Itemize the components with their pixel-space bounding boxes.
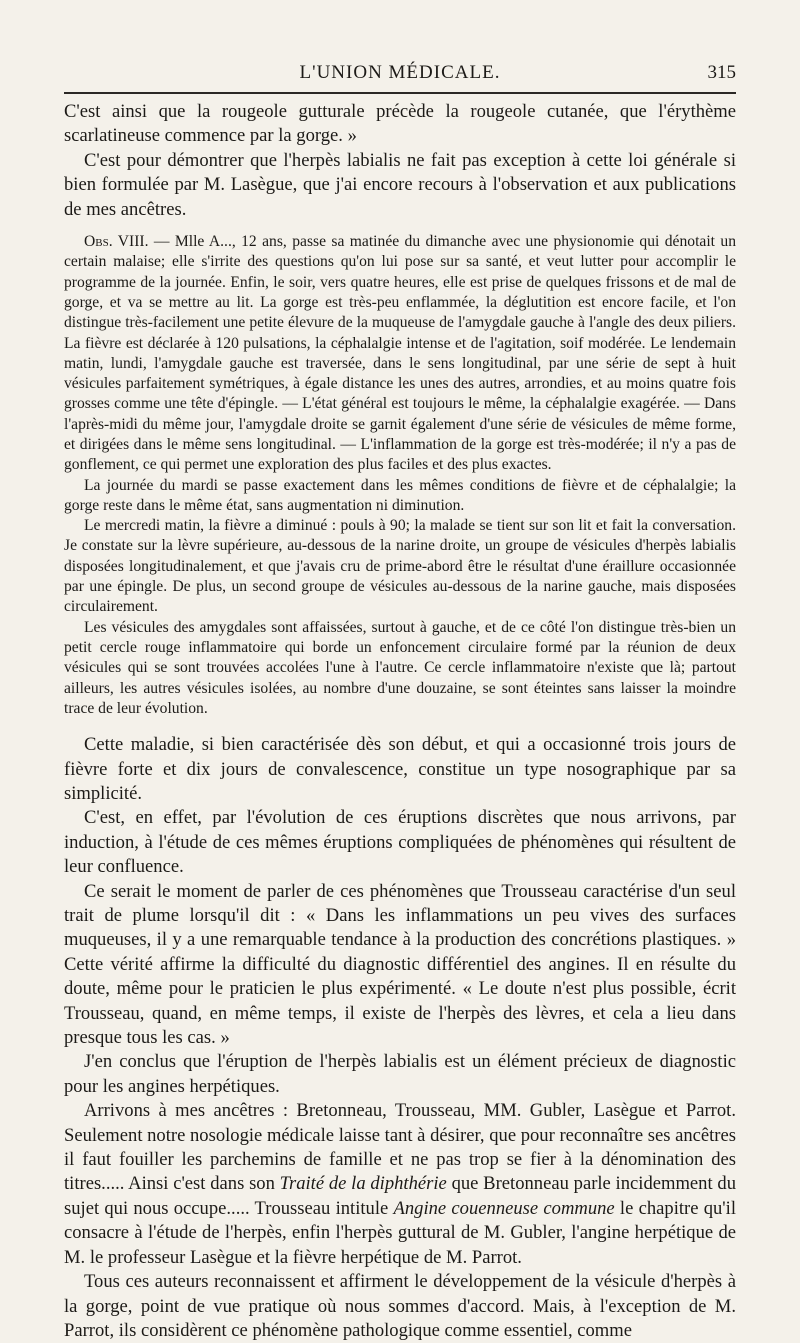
discussion-paragraph-2: C'est, en effet, par l'évolution de ces éruptions discrètes que nous arrivons, par induction, à l'étude de ces mêmes éruptions compliquées de phénomènes qui résultent de leur confluence. (64, 807, 736, 878)
observation-label: Obs. VIII. (84, 233, 149, 251)
observation-paragraph-3: Le mercredi matin, la fièvre a diminué : pouls à 90; la malade se tient sur son lit et fait la conversation. Je constate sur la lèvre supérieure, au-dessous de la narine droite, un groupe de vésicules d'herpès labialis disposées longitudinalement, et que j'avais cru de prime-abord être le résultat d'une éraillure occasionnée par une épingle. De plus, un second groupe de vésicules au-dessous de la narine gauche, mais disposées circulairement. (64, 517, 736, 616)
discussion-text-5a: Arrivons à mes ancêtres : Bretonneau, Trousseau, MM. Gubler, Lasègue et Parrot. Seulement notre nosologie médicale laisse tant à désirer, que pour reconnaître ses ancêtres il faut fouiller les parchemins de famille et ne pas trop se fier à la dénomination des titres..... Ainsi c'est dans son (64, 1100, 736, 1195)
discussion-text-5e: le chapitre qu'il consacre à l'étude de l'herpès, enfin l'herpès guttural de M. Gubler, l'angine herpétique de M. le professeur Lasègue et la fièvre herpétique de M. Parrot. (64, 1197, 736, 1268)
article-body (64, 100, 736, 1343)
discussion-paragraph-4: J'en conclus que l'éruption de l'herpès labialis est un élément précieux de diagnostic pour les angines herpétiques. (64, 1051, 736, 1097)
journal-title: L'UNION MÉDICALE. (299, 62, 501, 83)
book-title-diphtherie: Traité de la diphthérie (279, 1173, 447, 1195)
discussion-text-5c: que Bretonneau parle incidemment du sujet qui nous occupe..... Trousseau intitule (64, 1173, 736, 1219)
discussion-paragraph-5 (64, 1099, 736, 1270)
discussion-paragraph-6: Tous ces auteurs reconnaissent et affirment le développement de la vésicule d'herpès à la gorge, point de vue pratique où nous sommes d'accord. Mais, à l'exception de M. Parrot, ils considèrent ce phénomène pathologique comme essentiel, comme (64, 1271, 736, 1341)
observation-paragraph-2: La journée du mardi se passe exactement dans les mêmes conditions de fièvre et de céphalalgie; la gorge reste dans le même état, sans augmentation ni diminution. (64, 476, 736, 514)
intro-paragraph-2: C'est pour démontrer que l'herpès labialis ne fait pas exception à cette loi générale si bien formulée par M. Lasègue, que j'ai encore recours à l'observation et aux publications de mes ancêtres. (64, 149, 736, 220)
intro-paragraph-1: C'est ainsi que la rougeole gutturale précède la rougeole cutanée, que l'érythème scarlatineuse commence par la gorge. » (64, 101, 736, 147)
chapter-title-angine: Angine couenneuse commune (393, 1197, 615, 1219)
running-header (64, 58, 736, 88)
observation-paragraph-1 (64, 232, 736, 476)
observation-text-1: — Mlle A..., 12 ans, passe sa matinée du dimanche avec une physionomie qui dénotait un certain malaise; elle s'irrite des questions qu'on lui pose sur sa santé, et veut lutter pour accomplir le programme de la journée. Enfin, le soir, vers quatre heures, elle est prise de quelques frissons et de mal de gorge, et va se mettre au lit. La gorge est très-peu enflammée, la déglutition est encore facile, et l'on distingue très-facilement une petite élevure de la muqueuse de l'amygdale gauche à l'angle des deux piliers. La fièvre est déclarée à 120 pulsations, la céphalalgie intense et de l'agitation, soif modérée. Le lendemain matin, lundi, l'amygdale gauche est traversée, dans le sens longitudinal, par une série de sept à huit vésicules parfaitement symétriques, à égale distance les unes des autres, arrondies, et au moins quatre fois grosses comme une tête d'épingle. — L'état général est toujours le même, la céphalalgie exagérée. — Dans l'après-midi du même jour, l'amygdale droite se garnit également d'une série de vésicules de même forme, et dirigées dans le même sens longitudinal. — L'inflammation de la gorge est très-modérée; il n'y a pas de gonflement, ce qui permet une exploration des plus faciles et des plus exactes. (64, 233, 736, 474)
discussion-paragraph-3: Ce serait le moment de parler de ces phénomènes que Trousseau caractérise d'un seul trait de plume lorsqu'il dit : « Dans les inflammations un peu vives des surfaces muqueuses, il y a une remarquable tendance à la production des concrétions plastiques. » Cette vérité affirme la difficulté du diagnostic différentiel des angines. Il en résulte du doute, même pour le praticien le plus expérimenté. « Le doute n'est plus possible, écrit Trousseau, quand, en même temps, il existe de l'herpès des lèvres, et cela a lieu dans presque tous les cas. » (64, 880, 736, 1049)
discussion-block (64, 733, 736, 1343)
observation-paragraph-4: Les vésicules des amygdales sont affaissées, surtout à gauche, et de ce côté l'on distingue très-bien un petit cercle rouge inflammatoire qui borde un enfoncement circulaire formé par la réunion de deux vésicules qui se sont trouvées accolées l'une à l'autre. Ce cercle inflammatoire n'existe que là; partout ailleurs, les autres vésicules isolées, au nombre d'une douzaine, se sont éteintes sans laisser la moindre trace de leur évolution. (64, 618, 736, 717)
discussion-paragraph-1: Cette maladie, si bien caractérisée dès son début, et qui a occasionné trois jours de fièvre forte et dix jours de convalescence, constitue un type nosographique par sa simplicité. (64, 734, 736, 804)
page-number: 315 (707, 62, 736, 83)
observation-block (64, 232, 736, 719)
header-rule (64, 92, 736, 94)
